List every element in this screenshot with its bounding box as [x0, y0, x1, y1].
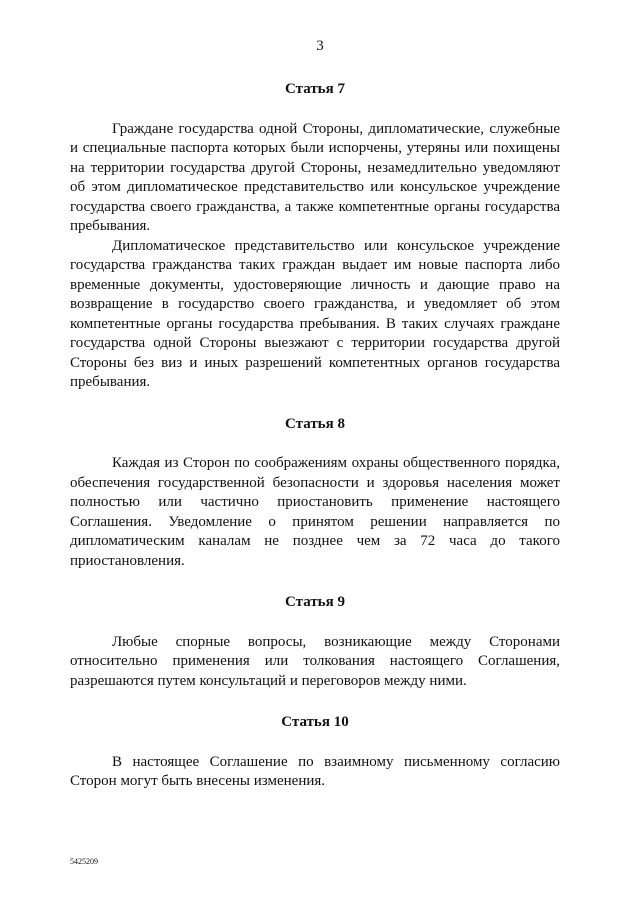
- article-paragraph: Каждая из Сторон по соображениям охраны общественного порядка, обеспечения государственной безопасности и здоровья населения может полностью или частично приостановить применение настоящего Соглашения. Уведомление о принятом решении направляется по дипломатическим каналам не позднее чем за 72 часа до такого приостановления.: [70, 455, 560, 569]
- article-heading: Статья 8: [285, 415, 345, 432]
- page-number: 3: [316, 38, 324, 54]
- article-8: [70, 415, 560, 572]
- article-heading: Статья 9: [285, 594, 345, 610]
- document-body: [70, 80, 560, 792]
- article-paragraph: Граждане государства одной Стороны, дипломатические, служебные и специальные паспорта которых были испорчены, утеряны или похищены на территории государства другой Стороны, незамедлительно уведомляют об этом дипломатическое представительство или консульское учреждение государства своего гражданства, а также компетентные органы государства пребывания.: [70, 120, 560, 234]
- article-paragraph: Дипломатическое представительство или консульское учреждение государства гражданства таких граждан выдает им новые паспорта либо временные документы, удостоверяющие личность и дающие право на возвращение в государство своего гражданства, и уведомляет об этом компетентные органы государства пребывания. В таких случаях граждане государства одной Стороны выезжают с территории государства другой Стороны без виз и иных разрешений компетентных органов государства пребывания.: [70, 237, 560, 390]
- article-heading: Статья 10: [281, 714, 349, 730]
- article-heading: Статья 7: [285, 81, 345, 97]
- article-9: [70, 593, 560, 691]
- article-paragraph: В настоящее Соглашение по взаимному письменному согласию Сторон могут быть внесены изменения.: [70, 753, 560, 789]
- article-7: [70, 80, 560, 393]
- article-paragraph: Любые спорные вопросы, возникающие между Сторонами относительно применения или толкования настоящего Соглашения, разрешаются путем консультаций и переговоров между ними.: [70, 633, 560, 689]
- document-code: 5425209: [70, 857, 98, 866]
- article-10: [70, 713, 560, 792]
